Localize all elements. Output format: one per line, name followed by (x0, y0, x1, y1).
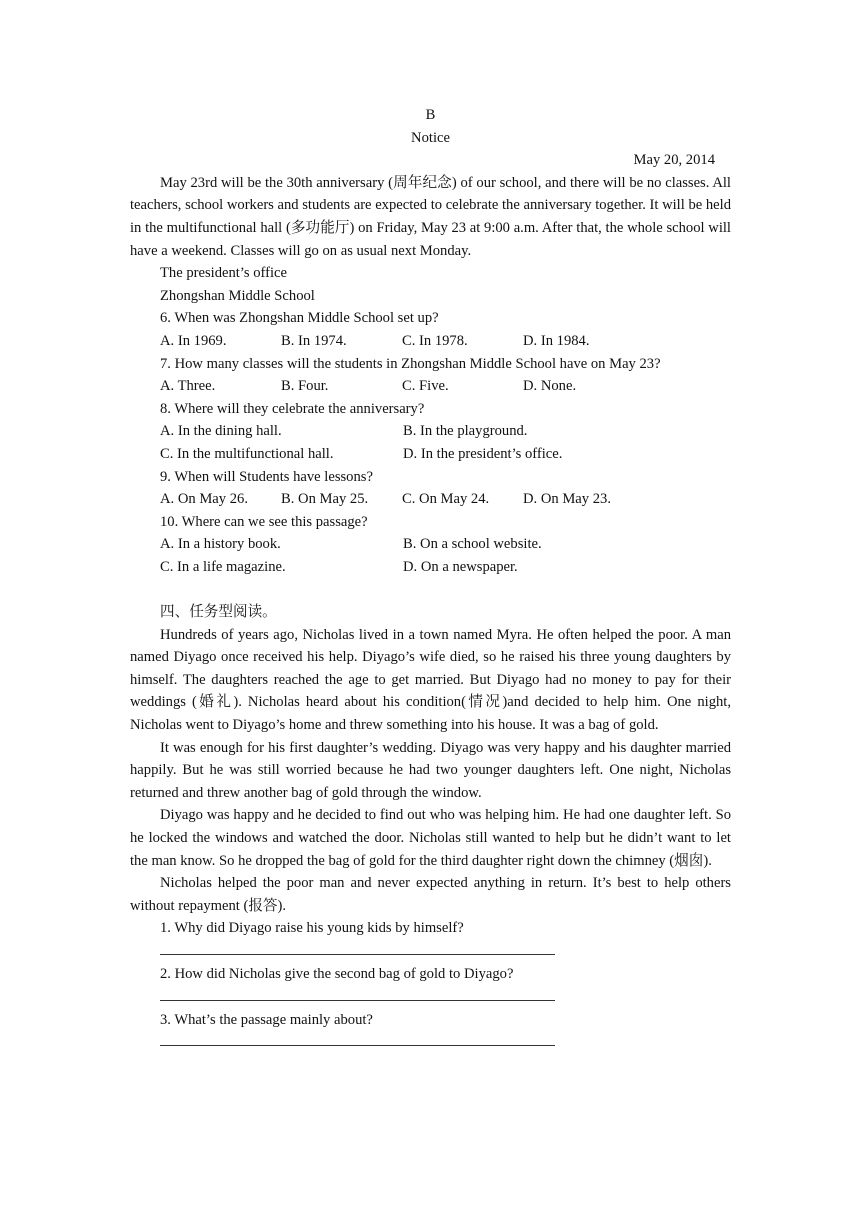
section-4-heading: 四、任务型阅读。 (160, 604, 277, 621)
option-c: C. In the multifunctional hall. (160, 445, 334, 462)
option-d: D. In 1984. (523, 332, 590, 349)
option-c: C. In a life magazine. (160, 558, 286, 575)
option-b: B. In the playground. (403, 423, 528, 440)
option-a: A. On May 26. (160, 491, 248, 508)
answer-line-3[interactable] (160, 1031, 555, 1046)
document-page (130, 104, 731, 1054)
question-8-options-row1 (130, 420, 731, 443)
task-question-3: 3. What’s the passage mainly about? (160, 1011, 373, 1028)
section-label: B (425, 107, 436, 123)
option-d: D. In the president’s office. (403, 445, 563, 462)
question-10: 10. Where can we see this passage? (160, 513, 368, 530)
question-7-options (130, 375, 731, 398)
passage-paragraph-3: Diyago was happy and he decided to find out who was helping him. He had one daughter left. So he locked the windows and watched the door. Nicholas still wanted to help but he didn’t want to let the man know. So he dropped the bag of gold for the third daughter right down the chimney (烟囱). (130, 807, 731, 869)
option-d: D. On May 23. (523, 491, 611, 508)
task-question-1: 1. Why did Diyago raise his young kids by himself? (160, 920, 464, 937)
option-a: A. In 1969. (160, 332, 227, 349)
answer-line-2[interactable] (160, 986, 555, 1001)
notice-signature-office: The president’s office (160, 265, 287, 282)
task-question-2: 2. How did Nicholas give the second bag of gold to Diyago? (160, 965, 514, 982)
passage-paragraph-2: It was enough for his first daughter’s wedding. Diyago was very happy and his daughter married happily. But he was still worried because he had two younger daughters left. One night, Nicholas returned and threw another bag of gold through the window. (130, 739, 731, 801)
question-6-options (130, 330, 731, 353)
option-b: B. On May 25. (281, 491, 369, 508)
option-a: A. Three. (160, 378, 216, 395)
option-a: A. In a history book. (160, 536, 281, 553)
passage-paragraph-1: Hundreds of years ago, Nicholas lived in a town named Myra. He often helped the poor. A man named Diyago once received his help. Diyago’s wife died, so he raised his three young daughters by himself. The daughters reached the age to get married. But Diyago had no money to pay for their weddings (婚礼). Nicholas heard about his condition(情况)and decided to help him. One night, Nicholas went to Diyago’s home and threw something into his house. It was a bag of gold. (130, 626, 731, 734)
question-10-options-row1 (130, 533, 731, 556)
answer-line-1[interactable] (160, 940, 555, 955)
notice-signature-school: Zhongshan Middle School (160, 287, 315, 304)
question-9: 9. When will Students have lessons? (160, 468, 373, 485)
notice-title: Notice (411, 129, 450, 146)
option-b: B. On a school website. (403, 536, 542, 553)
question-8: 8. Where will they celebrate the anniversary? (160, 400, 425, 417)
option-d: D. None. (523, 378, 577, 395)
option-a: A. In the dining hall. (160, 423, 282, 440)
option-c: C. On May 24. (402, 491, 490, 508)
question-9-options (130, 488, 731, 511)
notice-date: May 20, 2014 (633, 152, 715, 169)
question-8-options-row2 (130, 443, 731, 466)
option-b: B. Four. (281, 378, 329, 395)
passage-paragraph-4: Nicholas helped the poor man and never expected anything in return. It’s best to help others without repayment (报答). (130, 875, 731, 914)
notice-body: May 23rd will be the 30th anniversary (周年纪念) of our school, and there will be no classes. All teachers, school workers and students are expected to celebrate the anniversary together. It will be held in the multifunctional hall (多功能厅) on Friday, May 23 at 9:00 a.m. After that, the whole school will have a weekend. Classes will go on as usual next Monday. (130, 174, 731, 259)
option-c: C. In 1978. (402, 332, 468, 349)
option-c: C. Five. (402, 378, 449, 395)
question-7: 7. How many classes will the students in Zhongshan Middle School have on May 23? (160, 355, 661, 372)
option-b: B. In 1974. (281, 332, 347, 349)
option-d: D. On a newspaper. (403, 558, 518, 575)
question-10-options-row2 (130, 556, 731, 579)
spacer (130, 578, 731, 601)
question-6: 6. When was Zhongshan Middle School set up? (160, 310, 439, 327)
